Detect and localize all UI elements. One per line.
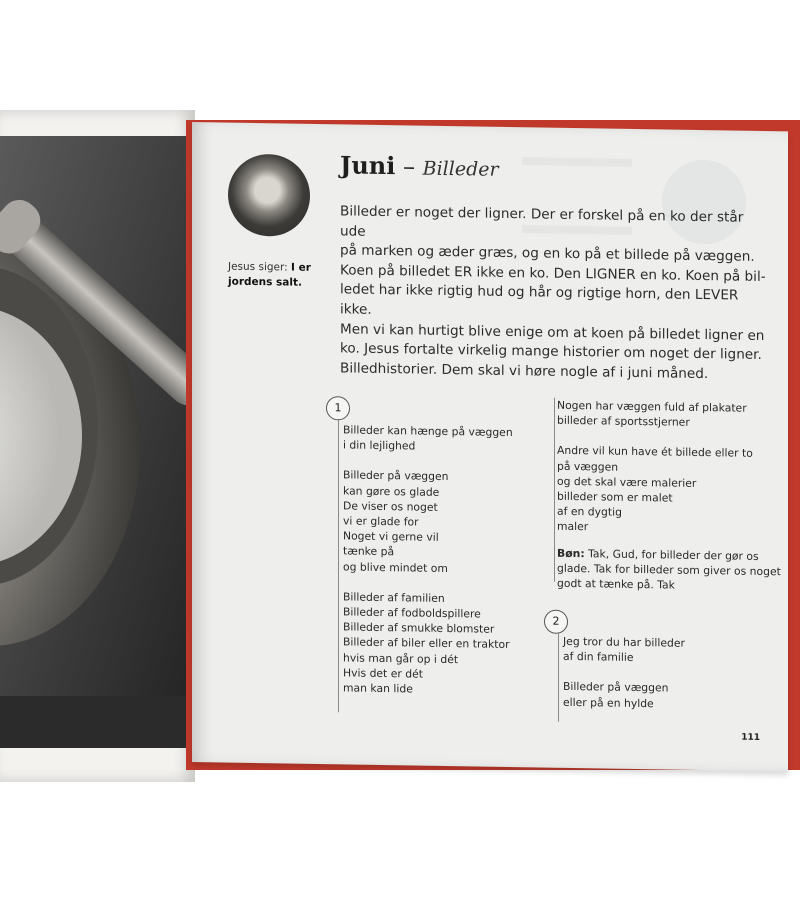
song-line: Billeder kan hænge på væggen [343,423,513,440]
stanza [563,679,685,711]
song-line: kan gøre os glade [343,483,440,499]
left-page [0,110,195,782]
song-line: Billeder af fodboldspillere [343,605,481,621]
caption-prefix: Jesus siger: [228,260,292,274]
song-line: tænke på [343,544,395,559]
intro-line: Men vi kan hurtigt blive enige om at koen på billedet ligner en [340,320,765,344]
prayer-line-rest: Tak, Gud, for billeder der gør os [584,547,759,563]
stanza [557,443,753,537]
verse-2-rule [558,634,559,722]
stanza [343,468,513,577]
song-line: eller på en hylde [563,695,654,710]
intro-line: på marken og æder græs, og en ko på et billede på væggen. [340,242,755,266]
song-line: Billeder på væggen [563,680,669,695]
prayer-label: Bøn: [557,546,585,561]
page-title [340,150,499,181]
title-subtitle: Billeder [422,157,499,181]
song-line: Jeg tror du har billeder [563,634,685,650]
song-line: billeder som er malet [557,489,673,505]
verse-2-text [563,634,685,727]
song-line: Billeder af smukke blomster [343,620,495,636]
prayer-line: godt at tænke på. Tak [557,577,675,592]
stanza [563,634,685,666]
song-line: maler [557,520,589,534]
intro-paragraph [340,202,770,385]
song-line: man kan lide [343,681,413,696]
song-line: Nogen har væggen fuld af plakater [557,398,747,415]
intro-line: Billedhistorier. Dem skal vi høre nogle af i juni måned. [340,360,709,382]
verse-1-text [343,422,513,713]
song-line: hvis man går op i dét [343,651,459,666]
page-number: 111 [741,732,760,743]
song-line: Hvis det er dét [343,666,423,681]
stanza [557,398,753,431]
verse-number-1: 1 [326,396,350,420]
song-line: Billeder af familien [343,590,445,605]
intro-line: Koen på billedet ER ikke en ko. Den LIGNER en ko. Koen på bil- [340,262,766,285]
prayer-text [557,546,781,595]
song-line: De viser os noget [343,499,438,514]
intro-line: ledet har ikke rigtig hud og hår og rigtige horn, den LEVER ikke. [340,281,739,318]
title-dash: – [395,152,423,181]
intro-line: Billeder er noget der ligner. Der er forskel på en ko der står ude [340,203,744,240]
song-line: Billeder på væggen [343,468,449,484]
song-line: i din lejlighed [343,438,416,453]
mortar-and-pestle-photo [0,136,188,748]
song-line: og det skal være malerier [557,474,697,490]
song-line: af din familie [563,650,634,665]
song-line: Billeder af biler eller en traktor [343,635,510,652]
song-line: vi er glade for [343,514,419,529]
song-line: på væggen [557,459,619,474]
bowl-thumbnail [228,154,310,237]
song-line: Andre vil kun have ét billede eller to [557,444,753,461]
verse-1-cont-rule [554,398,555,582]
stanza [343,589,513,698]
verse-number-2: 2 [544,610,568,634]
caption-bold: I er jordens salt. [228,261,311,289]
title-month: Juni [340,150,396,181]
prayer-line: glade. Tak for billeder som giver os noget [557,561,781,579]
song-line: Noget vi gerne vil [343,529,439,545]
intro-line: ko. Jesus fortalte virkelig mange historier om noget der ligner. [340,340,762,364]
right-page [192,122,788,771]
verse-1-rule [338,420,339,712]
song-line: af en dygtig [557,504,622,519]
stanza [343,422,513,455]
thumbnail-caption [228,260,318,291]
song-line: og blive mindet om [343,559,448,575]
verse-1-cont-text [557,398,753,553]
song-line: billeder af sportsstjerner [557,413,690,430]
